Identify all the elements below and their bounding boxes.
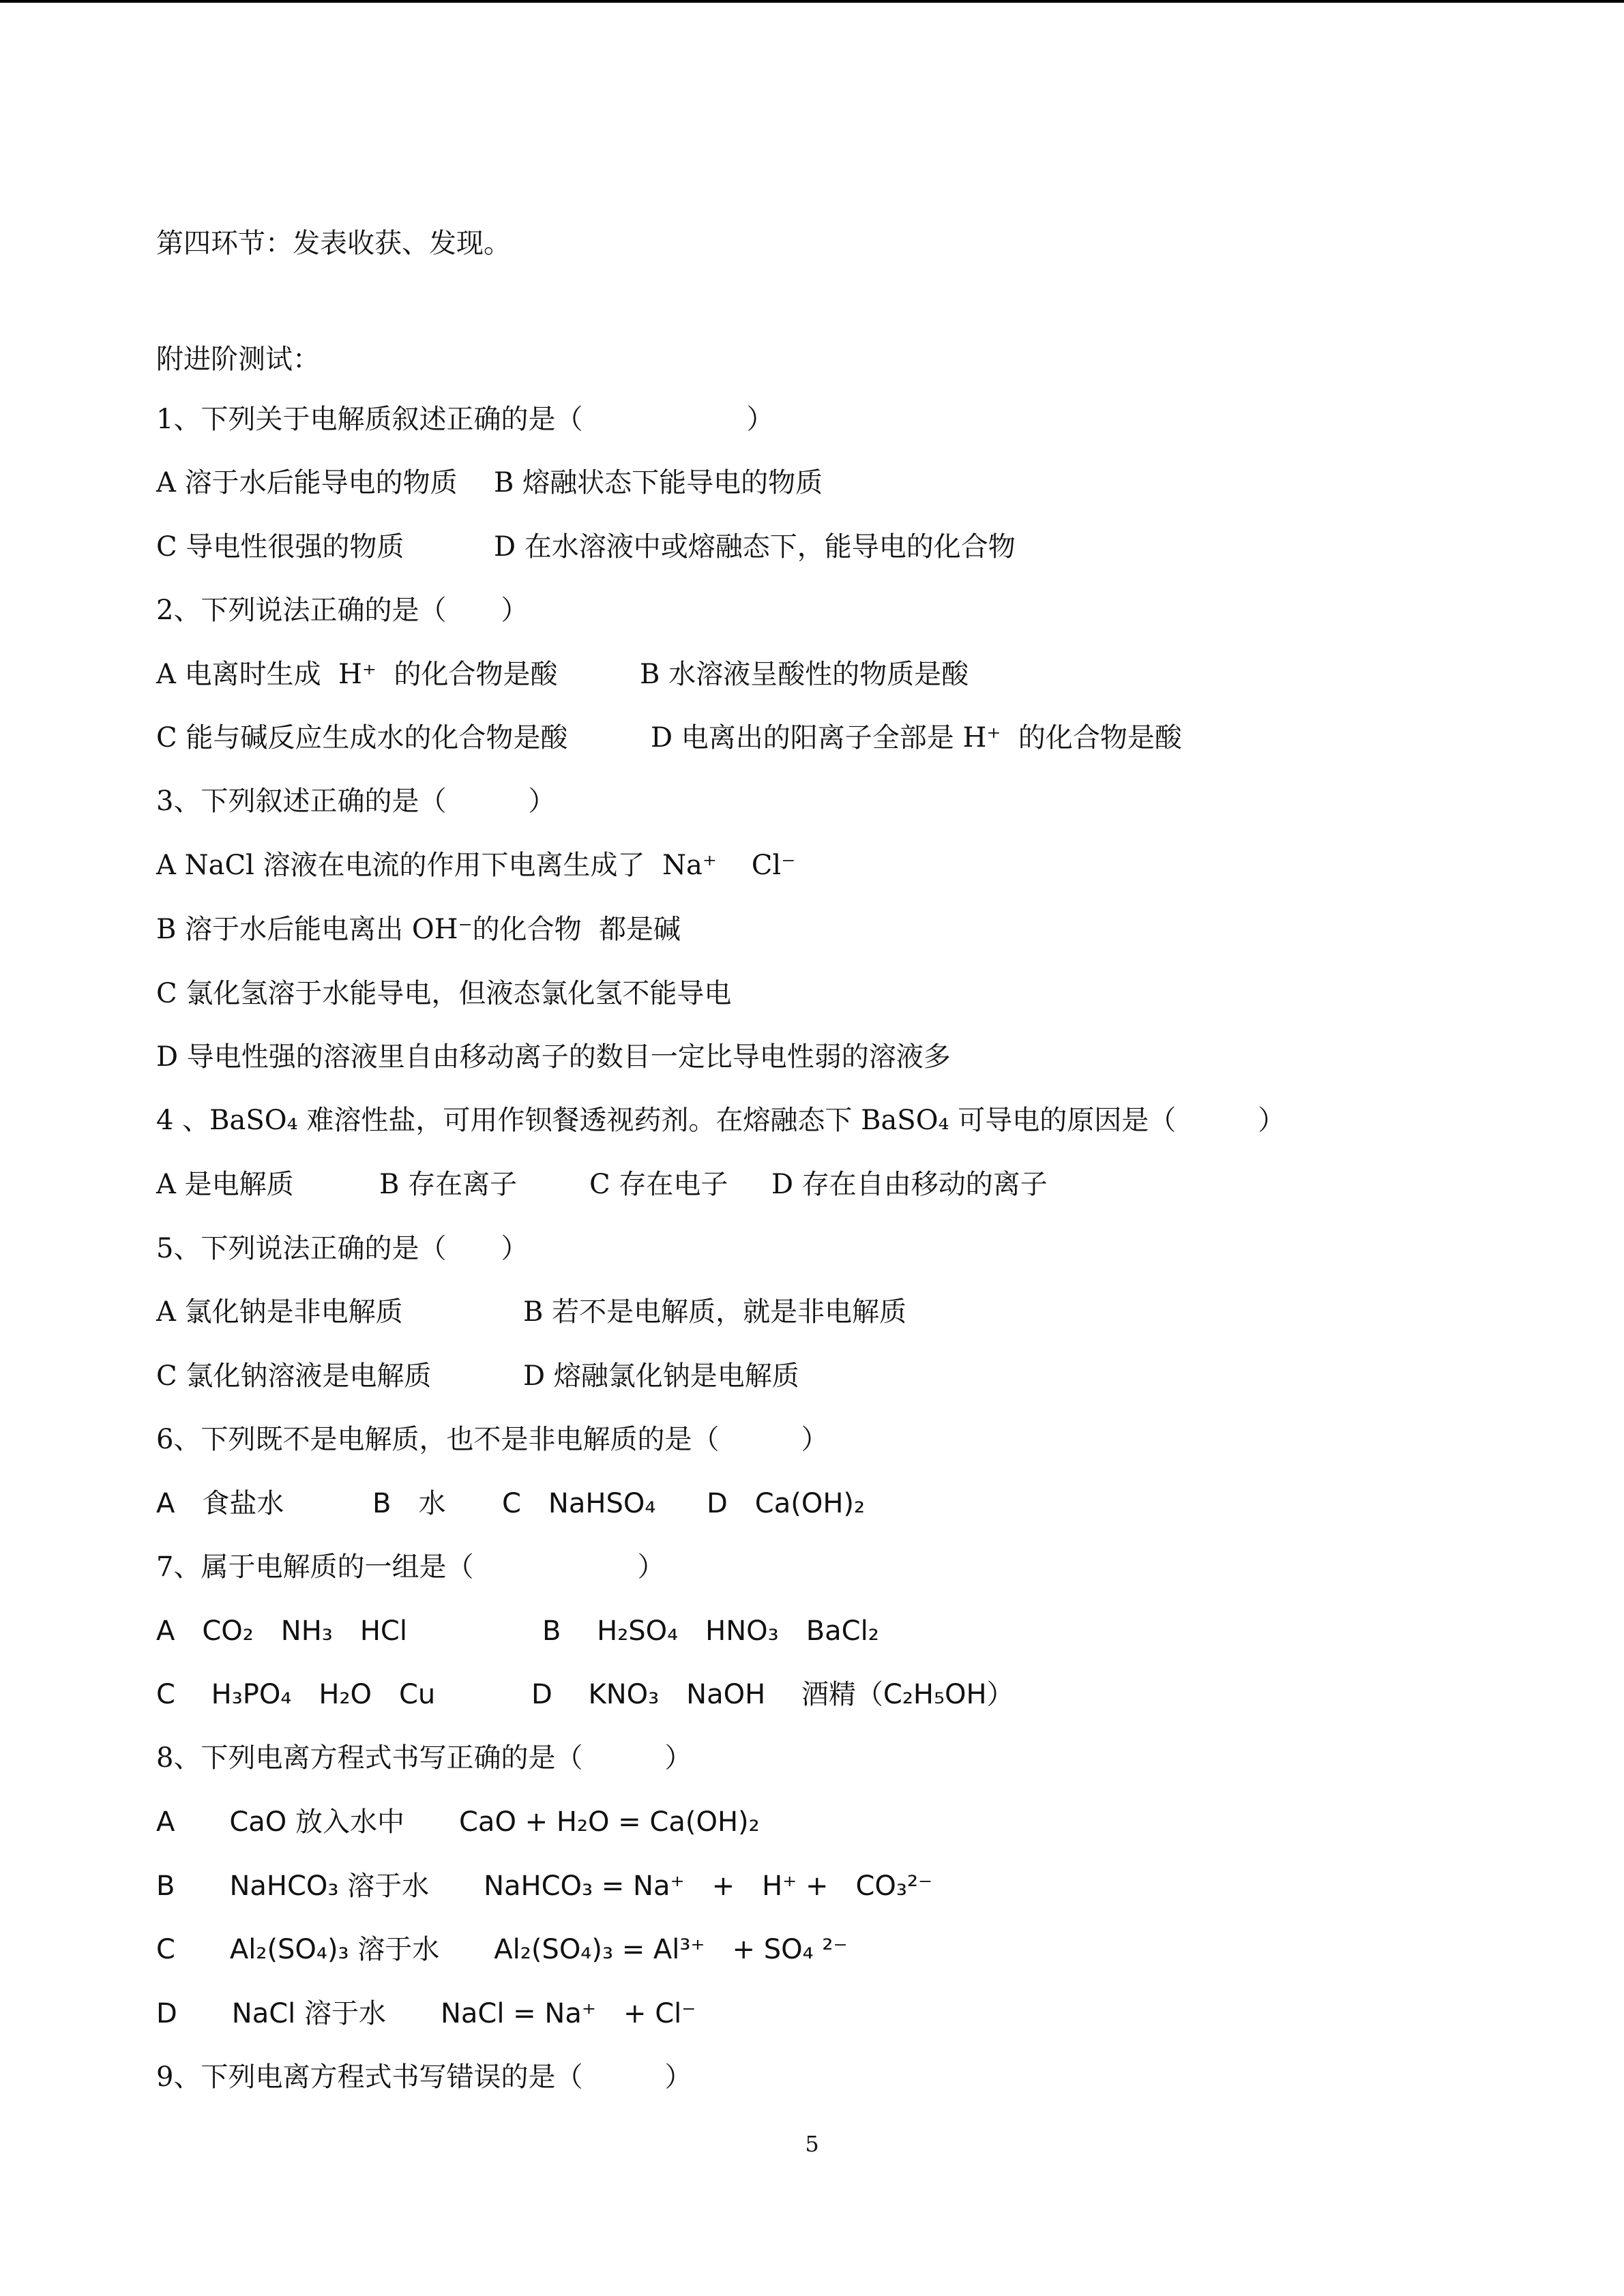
option-a: A 电离时生成 H⁺ 的化合物是酸 [156,659,558,690]
question-stem-text: 3、下列叙述正确的是（ ） [156,786,556,817]
question-stem-text: 5、下列说法正确的是（ ） [156,1233,529,1264]
option-a: A NaCl 溶液在电流的作用下电离生成了 Na⁺ Cl⁻ [156,850,796,881]
question-3-option-d [156,1039,951,1075]
question-7-options-row-2 [156,1676,1014,1713]
option-c: C H₃PO₄ H₂O Cu [156,1679,436,1710]
question-stem-text: 8、下列电离方程式书写正确的是（ ） [156,1742,692,1774]
option-a: A CO₂ NH₃ HCl [156,1615,407,1647]
question-4-stem [156,1102,1286,1139]
option-a: A 是电解质 [156,1169,294,1200]
option-c: C 氯化钠溶液是电解质 [156,1360,432,1392]
option-b: B 水 [372,1488,446,1519]
section-heading-text: 第四环节：发表收获、发现。 [156,228,511,259]
option-c: C 氯化氢溶于水能导电，但液态氯化氢不能导电 [156,978,732,1009]
question-stem-text: 6、下列既不是电解质，也不是非电解质的是（ ） [156,1424,829,1455]
option-a: A 溶于水后能导电的物质 [156,467,458,498]
question-stem-text: 1、下列关于电解质叙述正确的是（ ） [156,404,774,435]
question-1-options-row-1 [156,464,823,501]
option-b: B 若不是电解质，就是非电解质 [523,1296,907,1328]
question-7-stem [156,1549,665,1585]
question-8-stem [156,1740,692,1776]
option-b: B 存在离子 [379,1169,518,1200]
option-d: D 电离出的阳离子全部是 H⁺ 的化合物是酸 [651,722,1182,754]
option-c: C 存在电子 [589,1169,728,1200]
question-8-option-a [156,1804,760,1840]
option-b: B NaHCO₃ 溶于水 NaHCO₃ = Na⁺ + H⁺ + CO₃²⁻ [156,1870,933,1902]
question-3-option-a [156,847,796,884]
question-5-options-row-2 [156,1358,799,1395]
option-b: B 水溶液呈酸性的物质是酸 [640,659,969,690]
question-2-stem [156,592,529,629]
option-b: B 溶于水后能电离出 OH⁻的化合物 都是碱 [156,914,681,945]
question-stem-text: 2、下列说法正确的是（ ） [156,595,529,626]
option-d: D 熔融氯化钠是电解质 [523,1360,799,1392]
question-6-options-row-1 [156,1485,866,1522]
question-3-option-c [156,975,732,1012]
option-a: A 氯化钠是非电解质 [156,1296,403,1328]
option-d: D 导电性强的溶液里自由移动离子的数目一定比导电性弱的溶液多 [156,1041,951,1073]
question-3-stem [156,783,556,820]
test-title-text: 附进阶测试： [156,344,320,375]
option-a: A CaO 放入水中 CaO + H₂O = Ca(OH)₂ [156,1806,760,1838]
option-c: C 能与碱反应生成水的化合物是酸 [156,722,568,754]
question-stem-text: 4 、BaSO₄ 难溶性盐，可用作钡餐透视药剂。在熔融态下 BaSO₄ 可导电的原因是（ ） [156,1105,1286,1136]
test-title [156,341,320,378]
question-4-options-row-1 [156,1166,1048,1203]
question-5-options-row-1 [156,1294,907,1330]
question-9-stem [156,2059,692,2096]
option-d: D KNO₃ NaOH 酒精（C₂H₅OH） [531,1679,1014,1710]
question-8-option-d [156,1995,696,2032]
option-d: D Ca(OH)₂ [707,1488,866,1519]
top-border-line [0,0,1624,3]
option-d: D 存在自由移动的离子 [771,1169,1048,1200]
question-2-options-row-1 [156,656,969,693]
question-8-option-c [156,1931,848,1968]
option-b: B 熔融状态下能导电的物质 [494,467,823,498]
question-8-option-b [156,1868,933,1905]
question-6-stem [156,1421,829,1458]
option-d: D NaCl 溶于水 NaCl = Na⁺ + Cl⁻ [156,1998,696,2029]
question-7-options-row-1 [156,1613,879,1650]
question-5-stem [156,1230,529,1267]
question-stem-text: 7、属于电解质的一组是（ ） [156,1551,665,1583]
option-c: C NaHSO₄ [502,1488,656,1519]
option-c: C Al₂(SO₄)₃ 溶于水 Al₂(SO₄)₃ = Al³⁺ + SO₄ ²⁻ [156,1934,848,1965]
option-c: C 导电性很强的物质 [156,531,404,563]
question-2-options-row-2 [156,719,1182,756]
option-b: B H₂SO₄ HNO₃ BaCl₂ [542,1615,879,1647]
section-heading [156,225,511,262]
question-3-option-b [156,911,681,948]
page-number: 5 [805,2131,819,2157]
question-1-options-row-2 [156,528,1016,565]
question-1-stem [156,401,774,438]
question-stem-text: 9、下列电离方程式书写错误的是（ ） [156,2061,692,2093]
option-a: A 食盐水 [156,1488,284,1519]
option-d: D 在水溶液中或熔融态下，能导电的化合物 [494,531,1016,563]
